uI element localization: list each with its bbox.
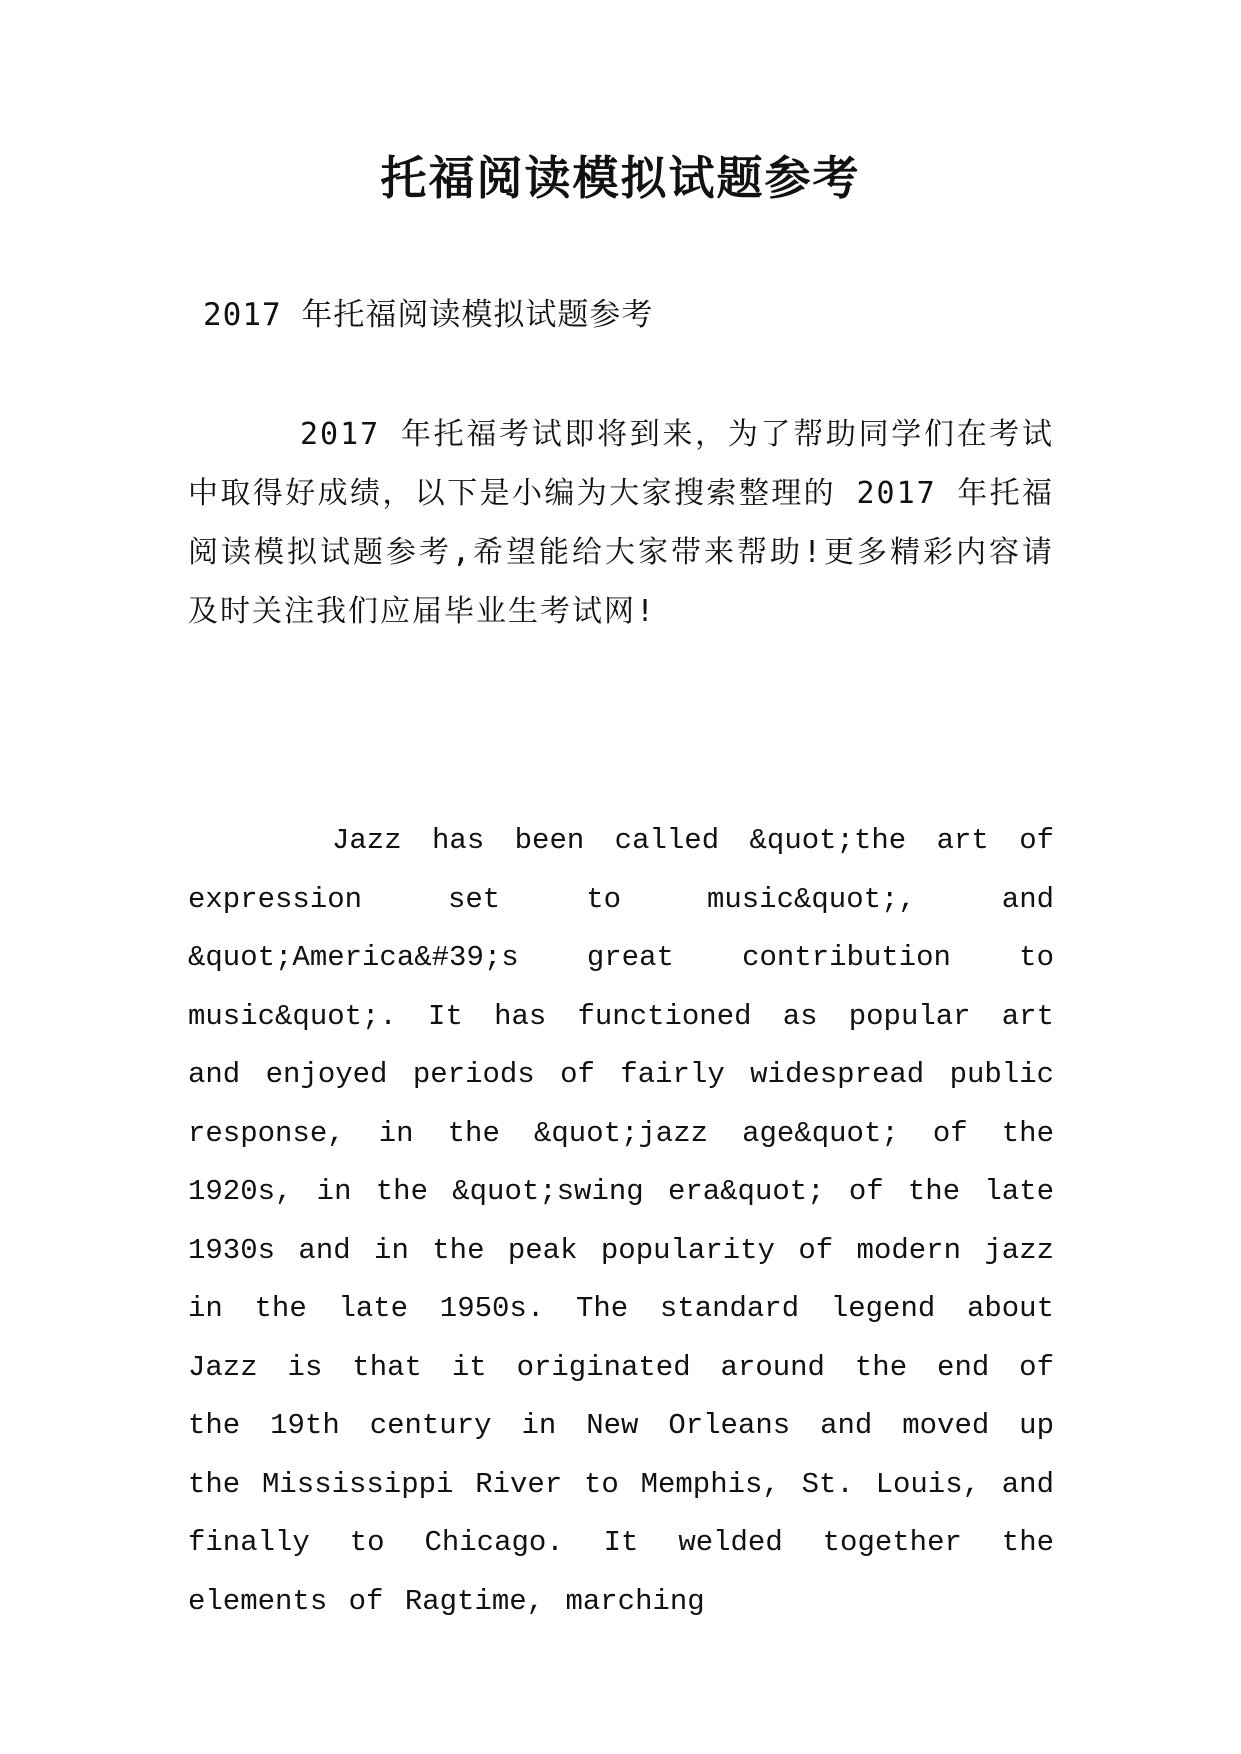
reading-passage: Jazz has been called &quot;the art of expression set to music&quot;, and &quot;America&#39;s great contribution to music&quot;. It has functioned as popular art and enjoyed periods of fairly widespread public response, in the &quot;jazz age&quot; of the 1920s, in the &quot;swing era&quot; of the late 1930s and in the peak popularity of modern jazz in the late 1950s. The standard legend about Jazz is that it originated around the end of the 19th century in New Orleans and moved up the Mississippi River to Memphis, St. Louis, and finally to Chicago. It welded together the elements of Ragtime, marching	[188, 824, 1054, 1618]
intro-paragraph: 2017 年托福考试即将到来，为了帮助同学们在考试中取得好成绩，以下是小编为大家搜索整理的 2017 年托福阅读模拟试题参考,希望能给大家带来帮助!更多精彩内容请及时关注我们应届毕业生考试网!	[188, 417, 1054, 629]
document-subtitle: 2017 年托福阅读模拟试题参考	[203, 297, 654, 333]
page-title: 托福阅读模拟试题参考	[380, 151, 861, 205]
